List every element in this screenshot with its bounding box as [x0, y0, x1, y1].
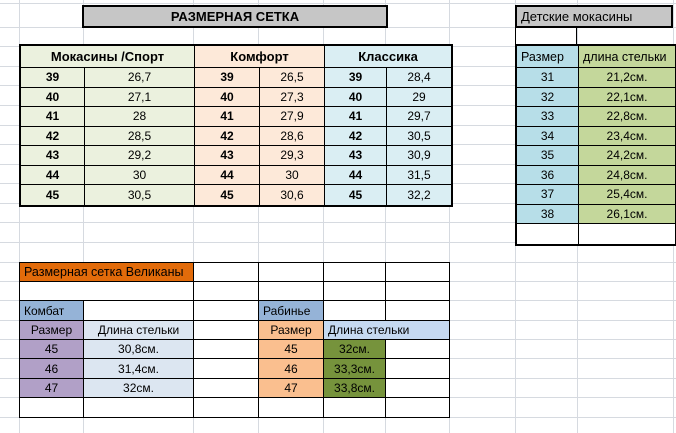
size-cell[interactable]: 41: [21, 107, 85, 127]
size-cell[interactable]: 39: [325, 68, 387, 88]
adult-size-table: [19, 44, 453, 207]
children-size-table: [515, 44, 676, 246]
size-grid-title[interactable]: РАЗМЕРНАЯ СЕТКА: [82, 5, 388, 28]
insole-cell[interactable]: 21,2см.: [579, 68, 675, 88]
empty-cell[interactable]: [386, 340, 450, 359]
insole-cell[interactable]: 28,4: [387, 68, 451, 88]
size-cell[interactable]: 44: [325, 166, 387, 186]
empty-cell[interactable]: [386, 379, 450, 398]
size-cell[interactable]: 31: [517, 68, 579, 88]
size-cell[interactable]: 40: [325, 88, 387, 108]
empty-cell[interactable]: [194, 282, 259, 301]
empty-cell[interactable]: [194, 359, 259, 379]
rabinie-col-size-header[interactable]: Размер: [259, 321, 324, 340]
empty-cell[interactable]: [386, 301, 450, 321]
children-table-title[interactable]: Детские мокасины: [515, 5, 673, 28]
insole-cell[interactable]: 24,8см.: [579, 166, 675, 186]
size-cell[interactable]: 42: [325, 127, 387, 147]
insole-cell[interactable]: 29,3: [260, 146, 325, 166]
size-cell[interactable]: 40: [195, 88, 260, 108]
empty-cell[interactable]: [84, 398, 194, 418]
empty-cell[interactable]: [20, 282, 194, 301]
empty-cell[interactable]: [324, 263, 386, 282]
insole-cell[interactable]: 30: [85, 166, 195, 186]
adult-table-header-comfort[interactable]: Комфорт: [195, 46, 325, 68]
insole-cell[interactable]: 28: [85, 107, 195, 127]
size-cell[interactable]: 47: [20, 379, 84, 398]
empty-cell[interactable]: [324, 301, 386, 321]
size-cell[interactable]: 46: [259, 359, 324, 379]
size-cell[interactable]: 43: [195, 146, 260, 166]
size-cell[interactable]: 45: [21, 185, 85, 205]
insole-cell[interactable]: 23,4см.: [579, 127, 675, 147]
empty-cell[interactable]: [579, 224, 675, 244]
empty-cell[interactable]: [194, 321, 259, 340]
size-cell[interactable]: 40: [21, 88, 85, 108]
size-cell[interactable]: 33: [517, 107, 579, 127]
insole-cell[interactable]: 30,6: [260, 185, 325, 205]
size-cell[interactable]: 42: [21, 127, 85, 147]
rabinie-label[interactable]: Рабинье: [259, 301, 324, 321]
insole-cell[interactable]: 30,9: [387, 146, 451, 166]
empty-cell[interactable]: [324, 282, 386, 301]
size-cell[interactable]: 36: [517, 166, 579, 186]
size-cell[interactable]: 44: [195, 166, 260, 186]
size-cell[interactable]: 41: [195, 107, 260, 127]
insole-cell[interactable]: 22,8см.: [579, 107, 675, 127]
rabinie-col-insole-header[interactable]: Длина стельки: [324, 321, 450, 340]
empty-cell[interactable]: [386, 263, 450, 282]
size-cell[interactable]: 46: [20, 359, 84, 379]
empty-cell[interactable]: [386, 359, 450, 379]
giants-section: [19, 262, 450, 418]
children-col-size-header[interactable]: Размер: [517, 46, 579, 68]
size-cell[interactable]: 35: [517, 146, 579, 166]
insole-cell[interactable]: 32,2: [387, 185, 451, 205]
insole-cell[interactable]: 28,5: [85, 127, 195, 147]
insole-cell[interactable]: 33,3см.: [324, 359, 386, 379]
insole-cell[interactable]: 27,3: [260, 88, 325, 108]
empty-cell[interactable]: [194, 263, 259, 282]
giants-title[interactable]: Размерная сетка Великаны: [20, 263, 194, 282]
empty-cell[interactable]: [259, 282, 324, 301]
empty-cell[interactable]: [259, 263, 324, 282]
insole-cell[interactable]: 29,7: [387, 107, 451, 127]
insole-cell[interactable]: 27,1: [85, 88, 195, 108]
empty-cell[interactable]: [259, 398, 324, 418]
size-cell[interactable]: 43: [21, 146, 85, 166]
kombat-col-size-header[interactable]: Размер: [20, 321, 84, 340]
size-cell[interactable]: 34: [517, 127, 579, 147]
insole-cell[interactable]: 29: [387, 88, 451, 108]
insole-cell[interactable]: 27,9: [260, 107, 325, 127]
empty-cell[interactable]: [194, 398, 259, 418]
empty-cell[interactable]: [517, 224, 579, 244]
size-cell[interactable]: 42: [195, 127, 260, 147]
empty-cell[interactable]: [20, 398, 84, 418]
insole-cell[interactable]: 24,2см.: [579, 146, 675, 166]
size-cell[interactable]: 45: [259, 340, 324, 359]
size-cell[interactable]: 37: [517, 185, 579, 205]
insole-cell[interactable]: 31,5: [387, 166, 451, 186]
insole-cell[interactable]: 32см.: [84, 379, 194, 398]
size-cell[interactable]: 44: [21, 166, 85, 186]
insole-cell[interactable]: 26,5: [260, 68, 325, 88]
empty-cell[interactable]: [194, 301, 259, 321]
kombat-col-insole-header[interactable]: Длина стельки: [84, 321, 194, 340]
empty-cell[interactable]: [324, 398, 386, 418]
insole-cell[interactable]: 26,7: [85, 68, 195, 88]
size-cell[interactable]: 43: [325, 146, 387, 166]
insole-cell[interactable]: 26,1см.: [579, 205, 675, 225]
empty-cell[interactable]: [386, 398, 450, 418]
adult-table-header-classic[interactable]: Классика: [325, 46, 451, 68]
empty-cell[interactable]: [515, 27, 577, 45]
insole-cell[interactable]: 28,6: [260, 127, 325, 147]
children-col-insole-header[interactable]: длина стельки: [579, 46, 675, 68]
insole-cell[interactable]: 29,2: [85, 146, 195, 166]
empty-cell[interactable]: [194, 340, 259, 359]
empty-cell[interactable]: [386, 282, 450, 301]
size-cell[interactable]: 45: [325, 185, 387, 205]
insole-cell[interactable]: 22,1см.: [579, 88, 675, 108]
adult-table-header-moccasins[interactable]: Мокасины /Спорт: [21, 46, 195, 68]
size-cell[interactable]: 32: [517, 88, 579, 108]
insole-cell[interactable]: 32см.: [324, 340, 386, 359]
size-cell[interactable]: 38: [517, 205, 579, 225]
size-cell[interactable]: 45: [20, 340, 84, 359]
size-cell[interactable]: 39: [195, 68, 260, 88]
size-cell[interactable]: 39: [21, 68, 85, 88]
insole-cell[interactable]: 30: [260, 166, 325, 186]
insole-cell[interactable]: 33,8см.: [324, 379, 386, 398]
insole-cell[interactable]: 30,5: [387, 127, 451, 147]
empty-cell[interactable]: [84, 301, 194, 321]
insole-cell[interactable]: 30,5: [85, 185, 195, 205]
insole-cell[interactable]: 31,4см.: [84, 359, 194, 379]
kombat-label[interactable]: Комбат: [20, 301, 84, 321]
size-cell[interactable]: 47: [259, 379, 324, 398]
insole-cell[interactable]: 30,8см.: [84, 340, 194, 359]
empty-cell[interactable]: [194, 379, 259, 398]
size-cell[interactable]: 41: [325, 107, 387, 127]
insole-cell[interactable]: 25,4см.: [579, 185, 675, 205]
size-cell[interactable]: 45: [195, 185, 260, 205]
